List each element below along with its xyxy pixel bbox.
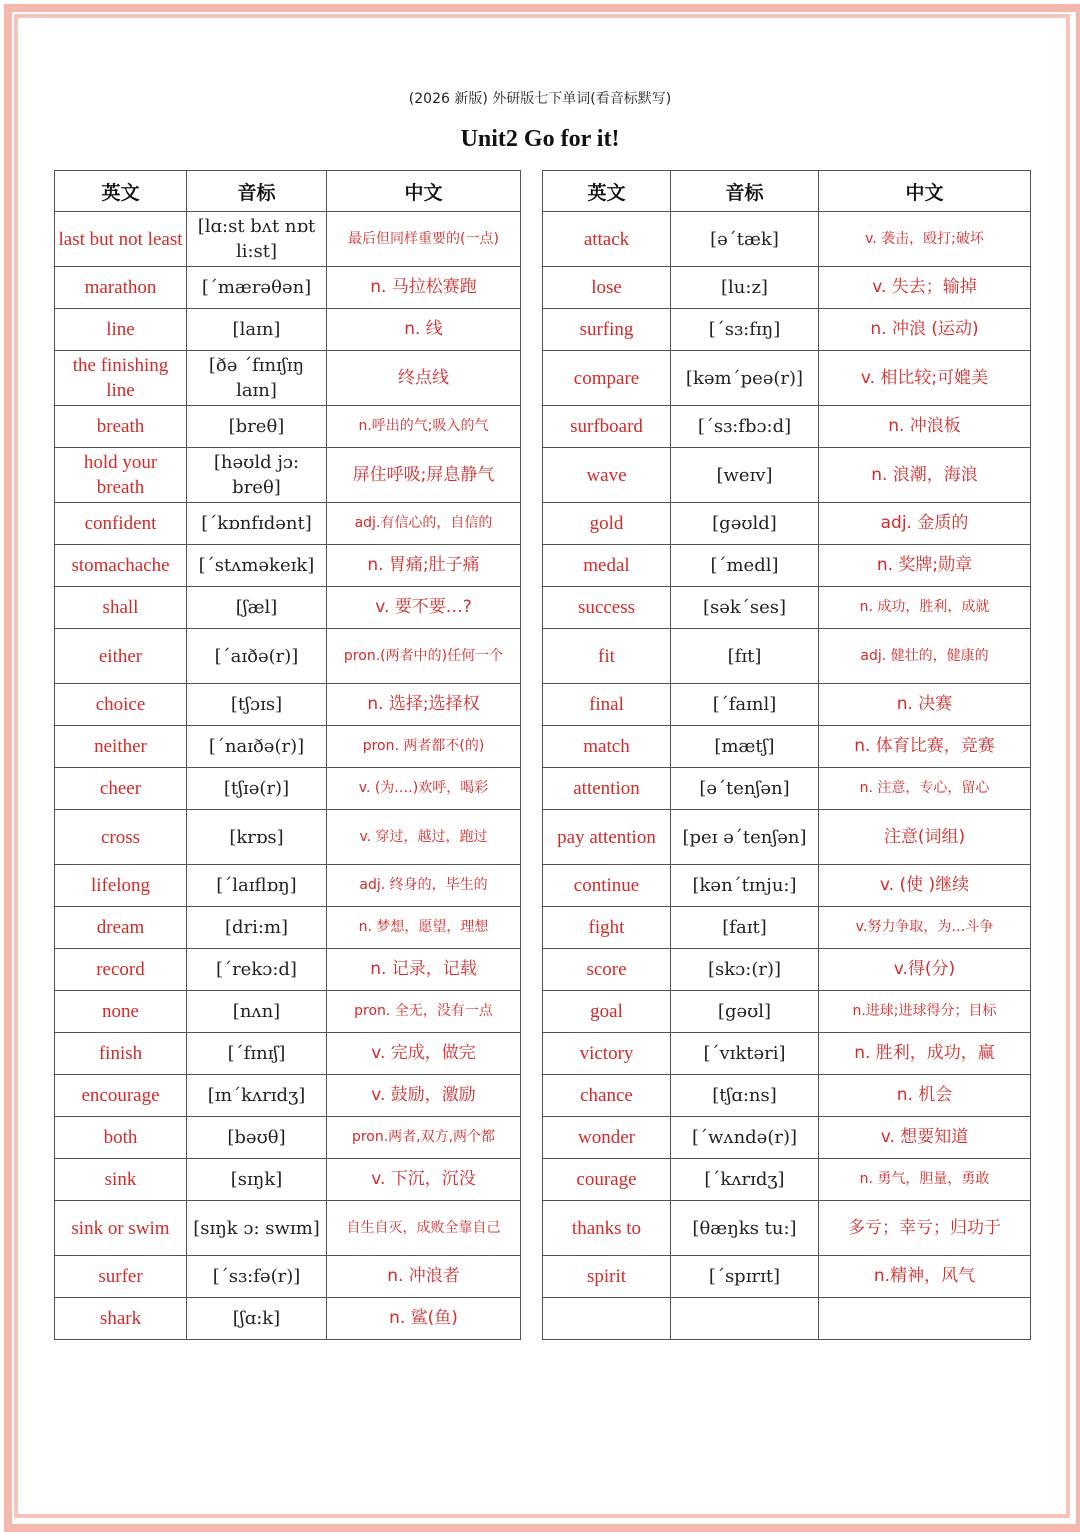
chinese-meaning-cell: 终点线 bbox=[327, 351, 521, 406]
phonetic-cell: [lu:z] bbox=[671, 267, 819, 309]
table-row bbox=[55, 503, 1031, 545]
english-word-cell: spirit bbox=[543, 1256, 671, 1298]
phonetic-cell: [ʃɑ:k] bbox=[187, 1298, 327, 1340]
chinese-meaning-cell: pron.(两者中的)任何一个 bbox=[327, 629, 521, 684]
vocabulary-rows bbox=[55, 212, 1031, 1340]
header-phonetic-left: 音标 bbox=[187, 171, 327, 212]
column-gap bbox=[521, 545, 543, 587]
column-gap bbox=[521, 351, 543, 406]
english-word-cell: pay attention bbox=[543, 810, 671, 865]
table-row bbox=[55, 351, 1031, 406]
phonetic-cell: [laɪn] bbox=[187, 309, 327, 351]
chinese-meaning-cell: v. (为.…)欢呼，喝彩 bbox=[327, 768, 521, 810]
phonetic-cell: [lɑ:st bʌt nɒt li:st] bbox=[187, 212, 327, 267]
vocabulary-table bbox=[54, 170, 1031, 1340]
chinese-meaning-cell: n. 成功，胜利，成就 bbox=[819, 587, 1031, 629]
english-word-cell: either bbox=[55, 629, 187, 684]
chinese-meaning-cell: n.呼出的气;吸入的气 bbox=[327, 406, 521, 448]
chinese-meaning-cell: n. 线 bbox=[327, 309, 521, 351]
chinese-meaning-cell: n. 决赛 bbox=[819, 684, 1031, 726]
chinese-meaning-cell: adj.有信心的，自信的 bbox=[327, 503, 521, 545]
table-row bbox=[55, 726, 1031, 768]
phonetic-cell: [΄sɜ:fbɔ:d] bbox=[671, 406, 819, 448]
english-word-cell: neither bbox=[55, 726, 187, 768]
column-gap bbox=[521, 726, 543, 768]
chinese-meaning-cell: n. 马拉松赛跑 bbox=[327, 267, 521, 309]
chinese-meaning-cell: v. 袭击，殴打;破坏 bbox=[819, 212, 1031, 267]
english-word-cell: hold your breath bbox=[55, 448, 187, 503]
table-row bbox=[55, 1033, 1031, 1075]
table-header-row bbox=[55, 171, 1031, 212]
column-gap bbox=[521, 991, 543, 1033]
chinese-meaning-cell: adj. 健壮的，健康的 bbox=[819, 629, 1031, 684]
column-gap bbox=[521, 949, 543, 991]
chinese-meaning-cell: v. 完成，做完 bbox=[327, 1033, 521, 1075]
table-row bbox=[55, 1256, 1031, 1298]
column-gap bbox=[521, 907, 543, 949]
phonetic-cell: [dri:m] bbox=[187, 907, 327, 949]
english-word-cell: lifelong bbox=[55, 865, 187, 907]
phonetic-cell: [peɪ ə΄tenʃən] bbox=[671, 810, 819, 865]
chinese-meaning-cell: n. 胜利，成功，赢 bbox=[819, 1033, 1031, 1075]
phonetic-cell: [bəʊθ] bbox=[187, 1117, 327, 1159]
chinese-meaning-cell: v. 想要知道 bbox=[819, 1117, 1031, 1159]
chinese-meaning-cell: v.得(分) bbox=[819, 949, 1031, 991]
chinese-meaning-cell: 自生自灭，成败全靠自己 bbox=[327, 1201, 521, 1256]
phonetic-cell: [nʌn] bbox=[187, 991, 327, 1033]
english-word-cell: fight bbox=[543, 907, 671, 949]
column-gap bbox=[521, 684, 543, 726]
header-phonetic-right: 音标 bbox=[671, 171, 819, 212]
english-word-cell: chance bbox=[543, 1075, 671, 1117]
column-gap bbox=[521, 1159, 543, 1201]
column-gap bbox=[521, 406, 543, 448]
column-gap bbox=[521, 267, 543, 309]
english-word-cell: sink bbox=[55, 1159, 187, 1201]
column-gap bbox=[521, 503, 543, 545]
chinese-meaning-cell: n. 浪潮，海浪 bbox=[819, 448, 1031, 503]
table-row bbox=[55, 949, 1031, 991]
phonetic-cell: [ə΄tæk] bbox=[671, 212, 819, 267]
phonetic-cell: [΄sɜ:fɪŋ] bbox=[671, 309, 819, 351]
chinese-meaning-cell: n. 鲨(鱼) bbox=[327, 1298, 521, 1340]
english-word-cell: success bbox=[543, 587, 671, 629]
column-gap bbox=[521, 587, 543, 629]
header-chinese-right: 中文 bbox=[819, 171, 1031, 212]
chinese-meaning-cell: v.努力争取，为…斗争 bbox=[819, 907, 1031, 949]
column-gap bbox=[521, 1033, 543, 1075]
table-row bbox=[55, 1159, 1031, 1201]
chinese-meaning-cell: pron. 两者都不(的) bbox=[327, 726, 521, 768]
phonetic-cell: [kəm΄peə(r)] bbox=[671, 351, 819, 406]
column-gap bbox=[521, 1075, 543, 1117]
phonetic-cell: [breθ] bbox=[187, 406, 327, 448]
chinese-meaning-cell: adj. 金质的 bbox=[819, 503, 1031, 545]
phonetic-cell: [΄vɪktəri] bbox=[671, 1033, 819, 1075]
column-gap bbox=[521, 171, 543, 212]
chinese-meaning-cell: 最后但同样重要的(一点) bbox=[327, 212, 521, 267]
phonetic-cell: [ðə ΄fɪnɪʃɪŋ laɪn] bbox=[187, 351, 327, 406]
table-row bbox=[55, 629, 1031, 684]
phonetic-cell: [sɪŋk] bbox=[187, 1159, 327, 1201]
chinese-meaning-cell: n. 奖牌;勋章 bbox=[819, 545, 1031, 587]
phonetic-cell: [fɪt] bbox=[671, 629, 819, 684]
english-word-cell: finish bbox=[55, 1033, 187, 1075]
phonetic-cell: [΄rekɔ:d] bbox=[187, 949, 327, 991]
phonetic-cell: [΄sɜ:fə(r)] bbox=[187, 1256, 327, 1298]
phonetic-cell: [ɪn΄kʌrɪdʒ] bbox=[187, 1075, 327, 1117]
chinese-meaning-cell: n. 体育比赛，竞赛 bbox=[819, 726, 1031, 768]
english-word-cell: medal bbox=[543, 545, 671, 587]
phonetic-cell: [sɪŋk ɔ: swɪm] bbox=[187, 1201, 327, 1256]
english-word-cell: dream bbox=[55, 907, 187, 949]
phonetic-cell: [΄spɪrɪt] bbox=[671, 1256, 819, 1298]
table-row bbox=[55, 1201, 1031, 1256]
english-word-cell: choice bbox=[55, 684, 187, 726]
phonetic-cell: [faɪt] bbox=[671, 907, 819, 949]
english-word-cell: surfing bbox=[543, 309, 671, 351]
phonetic-cell: [skɔ:(r)] bbox=[671, 949, 819, 991]
table-row bbox=[55, 406, 1031, 448]
phonetic-cell: [kən΄tɪnju:] bbox=[671, 865, 819, 907]
phonetic-cell: [ʃæl] bbox=[187, 587, 327, 629]
header-english-right: 英文 bbox=[543, 171, 671, 212]
chinese-meaning-cell: v. 下沉，沉没 bbox=[327, 1159, 521, 1201]
column-gap bbox=[521, 309, 543, 351]
column-gap bbox=[521, 1298, 543, 1340]
chinese-meaning-cell: n. 选择;选择权 bbox=[327, 684, 521, 726]
english-word-cell: stomachache bbox=[55, 545, 187, 587]
chinese-meaning-cell: n.进球;进球得分；目标 bbox=[819, 991, 1031, 1033]
english-word-cell: gold bbox=[543, 503, 671, 545]
english-word-cell: the finishing line bbox=[55, 351, 187, 406]
document-subtitle: (2026 新版) 外研版七下单词(看音标默写) bbox=[408, 91, 672, 107]
phonetic-cell: [΄faɪnl] bbox=[671, 684, 819, 726]
phonetic-cell: [weɪv] bbox=[671, 448, 819, 503]
chinese-meaning-cell: n. 勇气，胆量，勇敢 bbox=[819, 1159, 1031, 1201]
phonetic-cell: [΄wʌndə(r)] bbox=[671, 1117, 819, 1159]
table-row bbox=[55, 267, 1031, 309]
phonetic-cell: [tʃɔɪs] bbox=[187, 684, 327, 726]
phonetic-cell: [tʃɑ:ns] bbox=[671, 1075, 819, 1117]
chinese-meaning-cell: n. 机会 bbox=[819, 1075, 1031, 1117]
phonetic-cell: [΄mærəθən] bbox=[187, 267, 327, 309]
chinese-meaning-cell: v. 鼓励，激励 bbox=[327, 1075, 521, 1117]
english-word-cell: compare bbox=[543, 351, 671, 406]
table-row bbox=[55, 684, 1031, 726]
english-word-cell: lose bbox=[543, 267, 671, 309]
chinese-meaning-cell: n. 冲浪 (运动) bbox=[819, 309, 1031, 351]
phonetic-cell: [΄laɪflɒŋ] bbox=[187, 865, 327, 907]
table-row bbox=[55, 1075, 1031, 1117]
header-english-left: 英文 bbox=[55, 171, 187, 212]
english-word-cell: thanks to bbox=[543, 1201, 671, 1256]
english-word-cell: surfer bbox=[55, 1256, 187, 1298]
english-word-cell: courage bbox=[543, 1159, 671, 1201]
column-gap bbox=[521, 810, 543, 865]
phonetic-cell: [΄kɒnfɪdənt] bbox=[187, 503, 327, 545]
phonetic-cell: [΄fɪnɪʃ] bbox=[187, 1033, 327, 1075]
chinese-meaning-cell: n. 注意，专心，留心 bbox=[819, 768, 1031, 810]
table-row bbox=[55, 587, 1031, 629]
column-gap bbox=[521, 1256, 543, 1298]
column-gap bbox=[521, 212, 543, 267]
table-row bbox=[55, 309, 1031, 351]
phonetic-cell: [mætʃ] bbox=[671, 726, 819, 768]
column-gap bbox=[521, 629, 543, 684]
english-word-cell: breath bbox=[55, 406, 187, 448]
phonetic-cell: [θæŋks tu:] bbox=[671, 1201, 819, 1256]
phonetic-cell: [gəʊld] bbox=[671, 503, 819, 545]
english-word-cell: attack bbox=[543, 212, 671, 267]
english-word-cell: confident bbox=[55, 503, 187, 545]
chinese-meaning-cell: n.精神，风气 bbox=[819, 1256, 1031, 1298]
chinese-meaning-cell: 屏住呼吸;屏息静气 bbox=[327, 448, 521, 503]
english-word-cell: score bbox=[543, 949, 671, 991]
chinese-meaning-cell: pron.两者,双方,两个都 bbox=[327, 1117, 521, 1159]
chinese-meaning-cell: n. 记录，记载 bbox=[327, 949, 521, 991]
table-row bbox=[55, 810, 1031, 865]
english-word-cell: cross bbox=[55, 810, 187, 865]
chinese-meaning-cell: adj. 终身的，毕生的 bbox=[327, 865, 521, 907]
english-word-cell: victory bbox=[543, 1033, 671, 1075]
english-word-cell: continue bbox=[543, 865, 671, 907]
chinese-meaning-cell: 多亏；幸亏；归功于 bbox=[819, 1201, 1031, 1256]
english-word-cell: none bbox=[55, 991, 187, 1033]
phonetic-cell: [tʃɪə(r)] bbox=[187, 768, 327, 810]
chinese-meaning-cell: v. 要不要…? bbox=[327, 587, 521, 629]
chinese-meaning-cell: v. 穿过，越过，跑过 bbox=[327, 810, 521, 865]
english-word-cell bbox=[543, 1298, 671, 1340]
english-word-cell: goal bbox=[543, 991, 671, 1033]
table-row bbox=[55, 991, 1031, 1033]
phonetic-cell: [΄kʌrɪdʒ] bbox=[671, 1159, 819, 1201]
english-word-cell: line bbox=[55, 309, 187, 351]
phonetic-cell bbox=[671, 1298, 819, 1340]
english-word-cell: marathon bbox=[55, 267, 187, 309]
english-word-cell: wave bbox=[543, 448, 671, 503]
chinese-meaning-cell: v. 失去；输掉 bbox=[819, 267, 1031, 309]
english-word-cell: cheer bbox=[55, 768, 187, 810]
english-word-cell: both bbox=[55, 1117, 187, 1159]
english-word-cell: record bbox=[55, 949, 187, 991]
column-gap bbox=[521, 448, 543, 503]
table-row bbox=[55, 1298, 1031, 1340]
table-row bbox=[55, 865, 1031, 907]
english-word-cell: final bbox=[543, 684, 671, 726]
chinese-meaning-cell: pron. 全无，没有一点 bbox=[327, 991, 521, 1033]
english-word-cell: fit bbox=[543, 629, 671, 684]
table-row bbox=[55, 212, 1031, 267]
english-word-cell: wonder bbox=[543, 1117, 671, 1159]
chinese-meaning-cell: v. (使 )继续 bbox=[819, 865, 1031, 907]
phonetic-cell: [krɒs] bbox=[187, 810, 327, 865]
table-row bbox=[55, 448, 1031, 503]
header-chinese-left: 中文 bbox=[327, 171, 521, 212]
table-row bbox=[55, 545, 1031, 587]
english-word-cell: attention bbox=[543, 768, 671, 810]
phonetic-cell: [sək΄ses] bbox=[671, 587, 819, 629]
phonetic-cell: [΄aɪðə(r)] bbox=[187, 629, 327, 684]
english-word-cell: shall bbox=[55, 587, 187, 629]
chinese-meaning-cell: 注意(词组) bbox=[819, 810, 1031, 865]
table-row bbox=[55, 768, 1031, 810]
english-word-cell: shark bbox=[55, 1298, 187, 1340]
column-gap bbox=[521, 1117, 543, 1159]
unit-title: Unit2 Go for it! bbox=[460, 126, 620, 152]
chinese-meaning-cell: v. 相比较;可媲美 bbox=[819, 351, 1031, 406]
table-row bbox=[55, 1117, 1031, 1159]
chinese-meaning-cell bbox=[819, 1298, 1031, 1340]
phonetic-cell: [΄stʌməkeɪk] bbox=[187, 545, 327, 587]
chinese-meaning-cell: n. 胃痛;肚子痛 bbox=[327, 545, 521, 587]
chinese-meaning-cell: n. 梦想，愿望，理想 bbox=[327, 907, 521, 949]
phonetic-cell: [gəʊl] bbox=[671, 991, 819, 1033]
chinese-meaning-cell: n. 冲浪板 bbox=[819, 406, 1031, 448]
phonetic-cell: [ə΄tenʃən] bbox=[671, 768, 819, 810]
english-word-cell: last but not least bbox=[55, 212, 187, 267]
column-gap bbox=[521, 865, 543, 907]
phonetic-cell: [΄naɪðə(r)] bbox=[187, 726, 327, 768]
english-word-cell: encourage bbox=[55, 1075, 187, 1117]
column-gap bbox=[521, 768, 543, 810]
phonetic-cell: [həʊld jɔ: breθ] bbox=[187, 448, 327, 503]
english-word-cell: sink or swim bbox=[55, 1201, 187, 1256]
english-word-cell: surfboard bbox=[543, 406, 671, 448]
english-word-cell: match bbox=[543, 726, 671, 768]
chinese-meaning-cell: n. 冲浪者 bbox=[327, 1256, 521, 1298]
column-gap bbox=[521, 1201, 543, 1256]
table-row bbox=[55, 907, 1031, 949]
phonetic-cell: [΄medl] bbox=[671, 545, 819, 587]
